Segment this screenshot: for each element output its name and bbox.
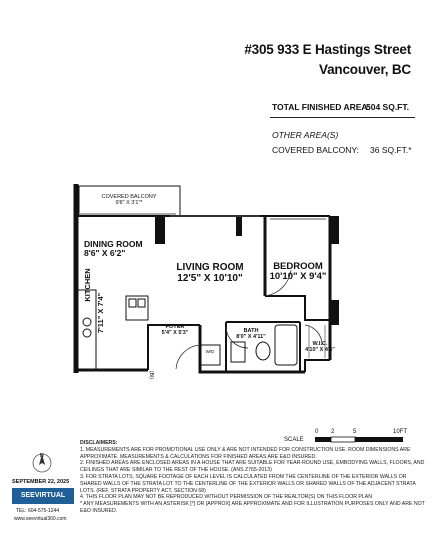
plan-date: SEPTEMBER 22, 2025: [12, 479, 70, 485]
city-title: Vancouver, BC: [319, 62, 411, 77]
foyer-label: FOYER 5'4" X 5'3": [161, 324, 189, 337]
address-title: #305 933 E Hastings Street: [244, 42, 411, 57]
website: www.seevirtual360.com: [14, 516, 67, 522]
column-1: [155, 216, 165, 244]
entry-door-swing: [176, 345, 200, 369]
bath-label: BATH 8'0" X 4'11": [236, 328, 266, 341]
balcony-area-label: COVERED BALCONY:: [272, 145, 359, 155]
dining-room-label: DINING ROOM 8'6" X 6'2": [84, 239, 143, 259]
total-area-label: TOTAL FINISHED AREA:: [272, 102, 371, 112]
balcony-area-value: 36 SQ.FT.*: [370, 145, 412, 155]
kitchen-label: KITCHEN: [83, 268, 92, 302]
column-4: [330, 300, 339, 325]
kitchen-dims: 7'11" X 7'4": [96, 292, 105, 334]
bedroom-label: BEDROOM 10'10" X 9'4": [269, 261, 327, 283]
scale-tick-2: 2: [331, 429, 335, 435]
laundry-box: [200, 345, 220, 365]
bedroom-lower-wall: [265, 296, 330, 320]
covered-balcony-label: COVERED BALCONY 9'8" X 3'1"*: [101, 194, 157, 207]
other-areas-label: OTHER AREA(S): [272, 130, 339, 140]
scale-tick-10: 10FT: [393, 429, 408, 435]
column-2: [236, 216, 242, 236]
disclaimers: DISCLAIMERS: 1. MEASUREMENTS ARE FOR PROMOTIONAL USE ONLY & ARE NOT INTENDED FOR CONSTRUCTION USE. ROOM DIMENSIONS ARE APPROXIMATE. MEASUREMENTS & CALCULATIONS FOR FINISHED AREAS ARE E&O INSURED. 2. FINISHED AREAS ARE ENCLOSED AREAS IN A HOUSE THAT ARE SUITABLE FOR YEAR-ROUND USE, EMBODYING WALLS, FLOORS, AND CEILINGS THAT ARE SIMILAR TO THE REST OF THE HOUSE. (ANS Z765-2013) 3. FOR STRATA LOTS, SQUARE FOOTAGE OF EACH LEVEL IS CALCULATED FROM THE CENTERLINE OF THE EXTERIOR WALLS OR SHARED WALLS OF THE STRATA LOT TO THE CENTERLINE OF THE EXTERIOR WALLS OR SHARED WALLS OF THE ADJACENT STRATA LOTS. (REF. STRATA PROPERTY ACT, SECTION 68) 4. THIS FLOOR PLAN MAY NOT BE REPRODUCED WITHOUT PERMISSION OF THE REALTOR(S) ON THIS FLOOR PLAN * ANY MEASUREMENTS WITH AN ASTERISK [*] OR [APPROX] ARE APPROXIMATE AND FOR ILLUSTRATION PURPOSES ONLY AND ARE NOT E&O INSURED.: [80, 440, 425, 514]
laundry-label: W/D: [205, 349, 215, 354]
compass-label: N: [40, 453, 44, 459]
wic-bottom-wall: [305, 360, 330, 372]
closet-label: (BI): [148, 371, 154, 380]
total-area-value: 504 SQ.FT.: [366, 102, 409, 112]
scale-label: SCALE: [284, 437, 304, 443]
scale-tick-5: 5: [353, 429, 357, 435]
phone: TEL: 604-575-1244: [16, 508, 60, 514]
seevirtual-logo: SEEVIRTUAL: [12, 488, 74, 504]
living-room-label: LIVING ROOM 12'5" X 10'10": [176, 262, 244, 284]
wic-label: W.I.C. 4'10" X 4'6": [305, 341, 335, 354]
column-3: [330, 216, 339, 244]
scale-tick-0: 0: [315, 429, 319, 435]
